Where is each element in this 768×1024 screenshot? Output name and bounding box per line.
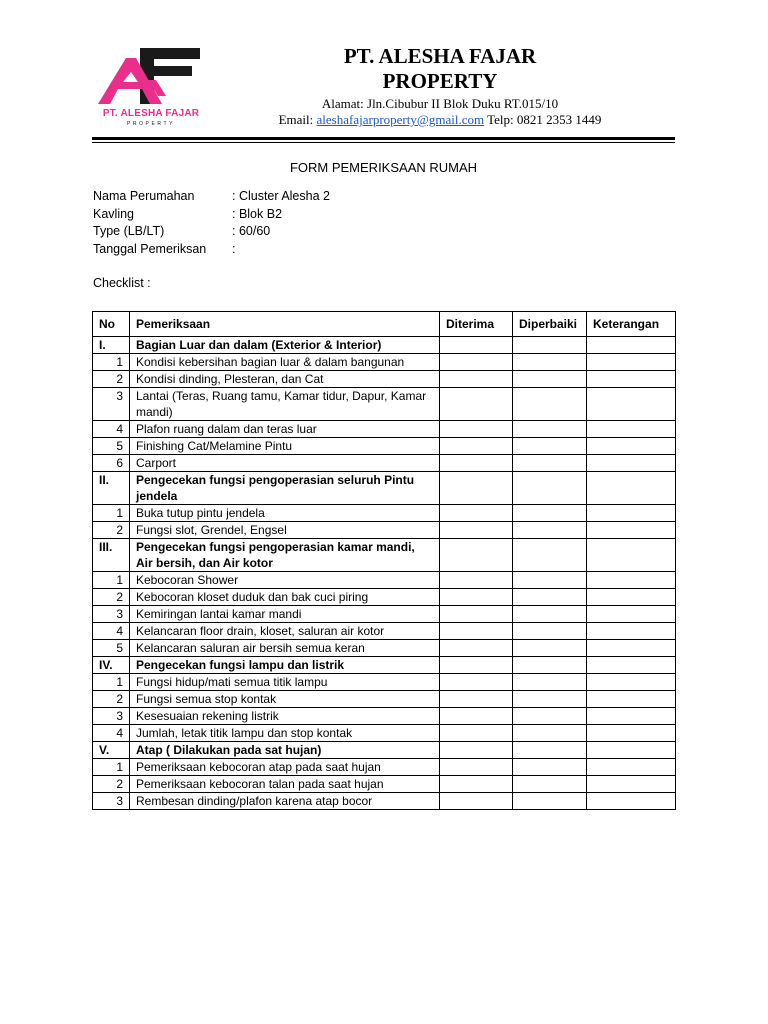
keterangan-cell[interactable] <box>587 742 676 759</box>
table-row <box>93 505 676 522</box>
diperbaiki-cell[interactable] <box>513 505 587 522</box>
table-body <box>93 337 676 810</box>
info-value: : <box>232 241 236 256</box>
row-number: IV. <box>93 657 130 674</box>
table-row <box>93 371 676 388</box>
diperbaiki-cell[interactable] <box>513 589 587 606</box>
diterima-cell[interactable] <box>440 623 513 640</box>
keterangan-cell[interactable] <box>587 421 676 438</box>
diterima-cell[interactable] <box>440 589 513 606</box>
company-logo <box>96 44 206 134</box>
table-row <box>93 438 676 455</box>
keterangan-cell[interactable] <box>587 388 676 421</box>
table-row <box>93 759 676 776</box>
keterangan-cell[interactable] <box>587 708 676 725</box>
table-row <box>93 793 676 810</box>
row-item: Jumlah, letak titik lampu dan stop kontak <box>130 725 440 742</box>
row-number: 4 <box>93 725 130 742</box>
diperbaiki-cell[interactable] <box>513 640 587 657</box>
keterangan-cell[interactable] <box>587 455 676 472</box>
row-item: Kesesuaian rekening listrik <box>130 708 440 725</box>
diterima-cell[interactable] <box>440 742 513 759</box>
keterangan-cell[interactable] <box>587 589 676 606</box>
diterima-cell[interactable] <box>440 674 513 691</box>
row-number: 2 <box>93 522 130 539</box>
keterangan-cell[interactable] <box>587 640 676 657</box>
row-item: Kebocoran kloset duduk dan bak cuci piring <box>130 589 440 606</box>
header-diperbaiki: Diperbaiki <box>513 312 587 337</box>
header-diterima: Diterima <box>440 312 513 337</box>
diterima-cell[interactable] <box>440 793 513 810</box>
row-number: 2 <box>93 371 130 388</box>
table-row <box>93 776 676 793</box>
row-number: III. <box>93 539 130 572</box>
info-value: : 60/60 <box>232 224 271 238</box>
row-number: I. <box>93 337 130 354</box>
table-row <box>93 623 676 640</box>
diperbaiki-cell[interactable] <box>513 337 587 354</box>
row-number: 2 <box>93 776 130 793</box>
diterima-cell[interactable] <box>440 438 513 455</box>
row-number: 1 <box>93 505 130 522</box>
row-number: 5 <box>93 438 130 455</box>
table-row <box>93 674 676 691</box>
keterangan-cell[interactable] <box>587 793 676 810</box>
diterima-cell[interactable] <box>440 337 513 354</box>
row-item: Kelancaran floor drain, kloset, saluran air kotor <box>130 623 440 640</box>
keterangan-cell[interactable] <box>587 522 676 539</box>
company-name-line1: PT. ALESHA FAJAR <box>343 44 537 68</box>
info-label: Kavling <box>93 206 134 221</box>
keterangan-cell[interactable] <box>587 691 676 708</box>
keterangan-cell[interactable] <box>587 623 676 640</box>
table-row <box>93 354 676 371</box>
row-item: Fungsi hidup/mati semua titik lampu <box>130 674 440 691</box>
keterangan-cell[interactable] <box>587 606 676 623</box>
row-number: 1 <box>93 759 130 776</box>
af-logo-icon <box>96 44 206 108</box>
diterima-cell[interactable] <box>440 522 513 539</box>
diperbaiki-cell[interactable] <box>513 572 587 589</box>
row-number: 6 <box>93 455 130 472</box>
row-item: Fungsi slot, Grendel, Engsel <box>130 522 440 539</box>
info-label: Nama Perumahan <box>93 189 195 203</box>
diperbaiki-cell[interactable] <box>513 371 587 388</box>
keterangan-cell[interactable] <box>587 438 676 455</box>
row-number: 1 <box>93 674 130 691</box>
info-value: : Blok B2 <box>232 206 283 221</box>
diterima-cell[interactable] <box>440 539 513 572</box>
diterima-cell[interactable] <box>440 776 513 793</box>
diperbaiki-cell[interactable] <box>513 539 587 572</box>
table-row <box>93 522 676 539</box>
keterangan-cell[interactable] <box>587 371 676 388</box>
row-item: Finishing Cat/Melamine Pintu <box>130 438 440 455</box>
logo-subtext: PROPERTY <box>126 121 176 127</box>
diterima-cell[interactable] <box>440 606 513 623</box>
email-link[interactable]: aleshafajarproperty@gmail.com <box>316 112 485 127</box>
diterima-cell[interactable] <box>440 421 513 438</box>
keterangan-cell[interactable] <box>587 337 676 354</box>
row-item: Kebocoran Shower <box>130 572 440 589</box>
diterima-cell[interactable] <box>440 640 513 657</box>
diperbaiki-cell[interactable] <box>513 438 587 455</box>
table-row <box>93 640 676 657</box>
company-contact <box>230 112 650 128</box>
diterima-cell[interactable] <box>440 472 513 505</box>
info-value: : Cluster Alesha 2 <box>232 189 330 203</box>
row-number: 3 <box>93 606 130 623</box>
diterima-cell[interactable] <box>440 388 513 421</box>
diperbaiki-cell[interactable] <box>513 708 587 725</box>
row-item: Pengecekan fungsi pengoperasian kamar mandi, Air bersih, dan Air kotor <box>130 539 440 572</box>
table-section-row <box>93 539 676 572</box>
info-label: Tanggal Pemeriksan <box>93 241 207 256</box>
table-row <box>93 421 676 438</box>
table-section-row <box>93 657 676 674</box>
row-item: Lantai (Teras, Ruang tamu, Kamar tidur, Dapur, Kamar mandi) <box>130 388 440 421</box>
diterima-cell[interactable] <box>440 455 513 472</box>
keterangan-cell[interactable] <box>587 572 676 589</box>
diperbaiki-cell[interactable] <box>513 674 587 691</box>
keterangan-cell[interactable] <box>587 505 676 522</box>
row-item: Pengecekan fungsi lampu dan listrik <box>130 657 440 674</box>
table-row <box>93 388 676 421</box>
header-divider-thick <box>92 137 675 140</box>
row-number: II. <box>93 472 130 505</box>
diterima-cell[interactable] <box>440 725 513 742</box>
diterima-cell[interactable] <box>440 572 513 589</box>
company-address: Alamat: Jln.Cibubur II Blok Duku RT.015/10 <box>321 96 559 111</box>
table-row <box>93 606 676 623</box>
row-number: 2 <box>93 691 130 708</box>
row-number: 2 <box>93 589 130 606</box>
row-number: 1 <box>93 354 130 371</box>
form-title: FORM PEMERIKSAAN RUMAH <box>289 160 478 175</box>
row-item: Kondisi kebersihan bagian luar & dalam bangunan <box>130 354 440 371</box>
row-item: Carport <box>130 455 440 472</box>
row-item: Kemiringan lantai kamar mandi <box>130 606 440 623</box>
row-item: Plafon ruang dalam dan teras luar <box>130 421 440 438</box>
row-item: Atap ( Dilakukan pada sat hujan) <box>130 742 440 759</box>
row-item: Kelancaran saluran air bersih semua keran <box>130 640 440 657</box>
diperbaiki-cell[interactable] <box>513 691 587 708</box>
email-label: Email: <box>278 112 317 127</box>
diperbaiki-cell[interactable] <box>513 606 587 623</box>
row-item: Buka tutup pintu jendela <box>130 505 440 522</box>
diperbaiki-cell[interactable] <box>513 776 587 793</box>
diperbaiki-cell[interactable] <box>513 725 587 742</box>
diperbaiki-cell[interactable] <box>513 472 587 505</box>
keterangan-cell[interactable] <box>587 725 676 742</box>
keterangan-cell[interactable] <box>587 674 676 691</box>
company-header <box>230 44 650 128</box>
diperbaiki-cell[interactable] <box>513 354 587 371</box>
row-item: Kondisi dinding, Plesteran, dan Cat <box>130 371 440 388</box>
diterima-cell[interactable] <box>440 505 513 522</box>
info-row <box>93 241 393 259</box>
diperbaiki-cell[interactable] <box>513 455 587 472</box>
info-row <box>93 223 393 241</box>
row-item: Pemeriksaan kebocoran talan pada saat hujan <box>130 776 440 793</box>
table-section-row <box>93 742 676 759</box>
diterima-cell[interactable] <box>440 759 513 776</box>
diperbaiki-cell[interactable] <box>513 623 587 640</box>
keterangan-cell[interactable] <box>587 776 676 793</box>
diperbaiki-cell[interactable] <box>513 388 587 421</box>
row-item: Fungsi semua stop kontak <box>130 691 440 708</box>
row-number: 5 <box>93 640 130 657</box>
header-divider-thin <box>92 142 675 143</box>
row-number: 3 <box>93 388 130 421</box>
phone-text: Telp: 0821 2353 1449 <box>484 112 602 127</box>
checklist-label: Checklist : <box>93 276 151 290</box>
diperbaiki-cell[interactable] <box>513 421 587 438</box>
table-row <box>93 691 676 708</box>
row-number: 4 <box>93 623 130 640</box>
row-number: 1 <box>93 572 130 589</box>
table-row <box>93 725 676 742</box>
table-row <box>93 455 676 472</box>
diterima-cell[interactable] <box>440 371 513 388</box>
keterangan-cell[interactable] <box>587 354 676 371</box>
diterima-cell[interactable] <box>440 708 513 725</box>
table-row <box>93 708 676 725</box>
info-row <box>93 188 393 206</box>
info-row <box>93 206 393 224</box>
diterima-cell[interactable] <box>440 354 513 371</box>
diperbaiki-cell[interactable] <box>513 742 587 759</box>
row-number: V. <box>93 742 130 759</box>
diperbaiki-cell[interactable] <box>513 793 587 810</box>
row-number: 3 <box>93 793 130 810</box>
row-item: Pengecekan fungsi pengoperasian seluruh Pintu jendela <box>130 472 440 505</box>
diterima-cell[interactable] <box>440 657 513 674</box>
logo-text: PT. ALESHA FAJAR <box>102 108 200 119</box>
keterangan-cell[interactable] <box>587 657 676 674</box>
row-number: 3 <box>93 708 130 725</box>
table-header-row <box>93 312 676 337</box>
diperbaiki-cell[interactable] <box>513 759 587 776</box>
table-row <box>93 572 676 589</box>
table-section-row <box>93 472 676 505</box>
diperbaiki-cell[interactable] <box>513 657 587 674</box>
header-no: No <box>93 312 130 337</box>
diterima-cell[interactable] <box>440 691 513 708</box>
info-label: Type (LB/LT) <box>93 224 165 238</box>
info-block <box>93 188 393 258</box>
row-item: Bagian Luar dan dalam (Exterior & Interior) <box>130 337 440 354</box>
company-name-line2: PROPERTY <box>382 69 498 93</box>
checklist-table <box>92 311 676 810</box>
row-number: 4 <box>93 421 130 438</box>
row-item: Pemeriksaan kebocoran atap pada saat hujan <box>130 759 440 776</box>
keterangan-cell[interactable] <box>587 539 676 572</box>
row-item: Rembesan dinding/plafon karena atap bocor <box>130 793 440 810</box>
diperbaiki-cell[interactable] <box>513 522 587 539</box>
table-section-row <box>93 337 676 354</box>
header-keterangan: Keterangan <box>587 312 676 337</box>
header-pemeriksaan: Pemeriksaan <box>130 312 440 337</box>
keterangan-cell[interactable] <box>587 759 676 776</box>
keterangan-cell[interactable] <box>587 472 676 505</box>
table-row <box>93 589 676 606</box>
